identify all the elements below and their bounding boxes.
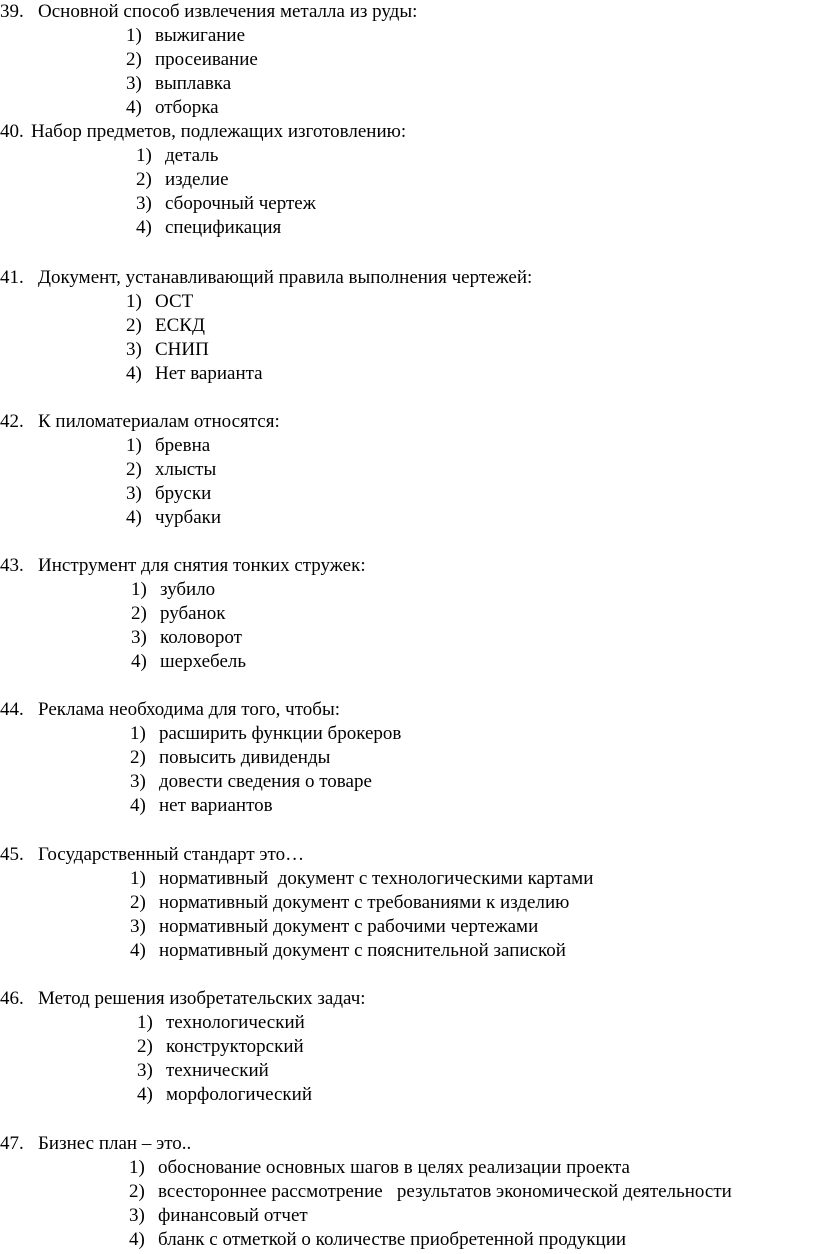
question-number: 46. [0,988,24,1009]
option-number: 2) [129,1181,145,1202]
option-text: хлысты [155,459,217,480]
option-number: 1) [130,868,146,889]
option-item [0,482,816,506]
option-number: 1) [129,1157,145,1178]
option-number: 2) [130,892,146,913]
option-text: нормативный документ с требованиями к изделию [159,892,570,913]
option-item [0,1228,816,1252]
question-40 [0,120,816,240]
question-44 [0,698,816,818]
option-text: ОСТ [155,291,194,312]
option-item [0,338,816,362]
option-text: обоснование основных шагов в целях реализации проекта [158,1157,630,1178]
question-header [0,987,816,1011]
option-item [0,216,816,240]
option-number: 2) [126,49,142,70]
option-text: чурбаки [155,507,222,528]
option-item [0,939,816,963]
option-number: 4) [126,97,142,118]
question-number: 44. [0,699,24,720]
option-number: 4) [126,507,142,528]
question-number: 40. [0,121,24,142]
question-text: Метод решения изобретательских задач: [38,988,366,1009]
option-number: 3) [137,1060,153,1081]
option-number: 4) [137,1084,153,1105]
option-item [0,1059,816,1083]
option-number: 1) [137,1012,153,1033]
option-item [0,362,816,386]
option-text: спецификация [165,217,282,238]
option-item [0,1083,816,1107]
option-text: расширить функции брокеров [159,723,402,744]
option-item [0,290,816,314]
option-text: деталь [165,145,219,166]
option-text: изделие [165,169,229,190]
option-text: Нет варианта [155,363,263,384]
question-number: 47. [0,1133,24,1154]
option-text: финансовый отчет [158,1205,308,1226]
question-46 [0,987,816,1107]
question-39 [0,0,816,120]
question-45 [0,843,816,963]
option-text: бруски [155,483,212,504]
option-number: 1) [126,435,142,456]
option-text: выжигание [155,25,246,46]
question-header [0,0,816,24]
question-header [0,554,816,578]
option-item [0,24,816,48]
option-number: 2) [137,1036,153,1057]
question-42 [0,410,816,530]
option-text: бревна [155,435,211,456]
option-text: довести сведения о товаре [159,771,372,792]
question-43 [0,554,816,674]
option-number: 2) [126,459,142,480]
option-item [0,891,816,915]
option-number: 3) [126,483,142,504]
option-item [0,506,816,530]
option-number: 2) [136,169,152,190]
option-text: морфологический [166,1084,312,1105]
option-text: технический [166,1060,269,1081]
option-item [0,1011,816,1035]
question-header [0,410,816,434]
option-text: нормативный документ с пояснительной запиской [159,940,566,961]
question-number: 42. [0,411,24,432]
question-text: Основной способ извлечения металла из руды: [38,1,418,22]
question-header [0,698,816,722]
option-number: 1) [130,723,146,744]
option-item [0,746,816,770]
question-number: 39. [0,1,24,22]
option-item [0,48,816,72]
option-number: 4) [136,217,152,238]
option-item [0,722,816,746]
option-number: 3) [130,916,146,937]
question-header [0,843,816,867]
question-text: Реклама необходима для того, чтобы: [38,699,340,720]
option-item [0,192,816,216]
question-header [0,120,816,144]
option-item [0,794,816,818]
option-text: технологический [166,1012,305,1033]
option-item [0,434,816,458]
option-item [0,144,816,168]
option-text: повысить дивиденды [159,747,331,768]
option-number: 3) [126,73,142,94]
option-text: шерхебель [160,651,247,672]
option-item [0,626,816,650]
option-number: 1) [126,291,142,312]
option-item [0,1035,816,1059]
option-item [0,915,816,939]
option-item [0,867,816,891]
option-item [0,458,816,482]
option-item [0,314,816,338]
option-text: нет вариантов [159,795,273,816]
option-number: 4) [129,1229,145,1250]
option-item [0,650,816,674]
question-text: Государственный стандарт это… [38,844,305,865]
question-number: 43. [0,555,24,576]
option-item [0,72,816,96]
option-text: всестороннее рассмотрение результатов экономической деятельности [158,1181,732,1202]
option-item [0,168,816,192]
option-item [0,602,816,626]
option-number: 4) [131,651,147,672]
option-item [0,770,816,794]
option-item [0,96,816,120]
question-text: Документ, устанавливающий правила выполнения чертежей: [38,267,533,288]
option-text: зубило [160,579,216,600]
option-text: бланк с отметкой о количестве приобретенной продукции [158,1229,627,1250]
option-text: нормативный документ с рабочими чертежами [159,916,539,937]
option-item [0,1180,816,1204]
option-number: 4) [126,363,142,384]
option-text: СНИП [155,339,209,360]
question-header [0,1132,816,1156]
option-number: 3) [129,1205,145,1226]
option-number: 1) [126,25,142,46]
option-number: 3) [130,771,146,792]
option-number: 4) [130,940,146,961]
question-text: Инструмент для снятия тонких стружек: [38,555,366,576]
option-number: 4) [130,795,146,816]
option-text: нормативный документ с технологическими картами [159,868,594,889]
option-number: 3) [131,627,147,648]
option-number: 2) [131,603,147,624]
question-text: К пиломатериалам относятся: [38,411,280,432]
question-text: Бизнес план – это.. [38,1133,192,1154]
option-number: 2) [126,315,142,336]
option-text: ЕСКД [155,315,205,336]
option-item [0,578,816,602]
option-text: выплавка [155,73,232,94]
option-number: 1) [136,145,152,166]
option-text: сборочный чертеж [165,193,316,214]
option-number: 2) [130,747,146,768]
option-item [0,1204,816,1228]
question-41 [0,266,816,386]
option-text: отборка [155,97,219,118]
option-text: коловорот [160,627,242,648]
question-47 [0,1132,816,1252]
option-number: 3) [136,193,152,214]
question-number: 45. [0,844,24,865]
option-number: 1) [131,579,147,600]
question-text: Набор предметов, подлежащих изготовлению: [31,121,407,142]
option-text: просеивание [155,49,258,70]
option-number: 3) [126,339,142,360]
question-header [0,266,816,290]
option-item [0,1156,816,1180]
option-text: рубанок [160,603,226,624]
option-text: конструкторский [166,1036,304,1057]
question-number: 41. [0,267,24,288]
